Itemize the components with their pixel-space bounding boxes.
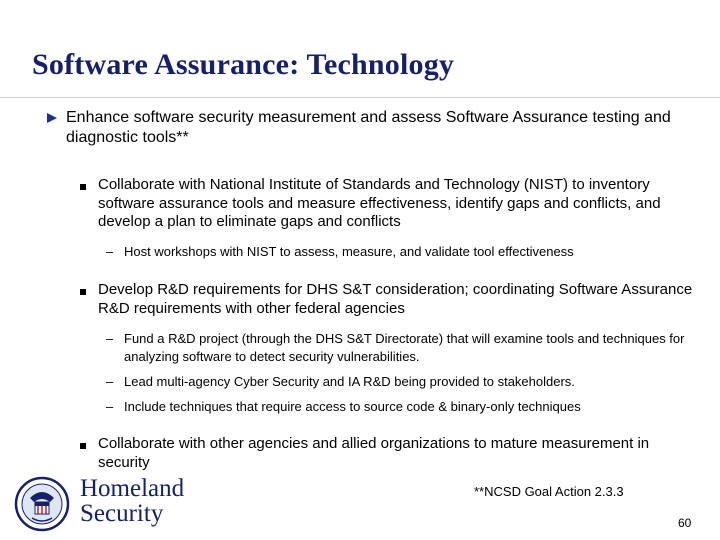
logo-line-1: Homeland: [80, 475, 185, 502]
main-bullet-text: Enhance software security measurement and assess Software Assurance testing and diagnostic tools**: [66, 109, 671, 146]
dash-bullet: –: [106, 244, 114, 259]
sub-bullet-1-text: Collaborate with National Institute of Standards and Technology (NIST) to inventory software assurance tools and measure effectiveness, identify gaps and conflicts, and develop a plan to eliminate gaps and conflicts: [98, 176, 661, 230]
sub-bullet-2-item-2: Lead multi-agency Cyber Security and IA R&D being provided to stakeholders.: [124, 374, 575, 389]
square-bullet-icon: [80, 289, 86, 295]
footnote: **NCSD Goal Action 2.3.3: [474, 484, 624, 499]
dash-bullet: –: [106, 374, 114, 389]
square-bullet-icon: [80, 443, 86, 449]
arrow-bullet-icon: [46, 112, 58, 124]
dash-bullet: –: [106, 399, 114, 414]
page-number: 60: [678, 516, 692, 530]
sub-bullet-1-item-1: Host workshops with NIST to assess, measure, and validate tool effectiveness: [124, 244, 574, 259]
square-bullet-icon: [80, 184, 86, 190]
slide-title: Software Assurance: Technology: [32, 48, 455, 81]
homeland-security-logo: [80, 476, 184, 526]
sub-bullet-2-item-3: Include techniques that require access to source code & binary-only techniques: [124, 399, 581, 414]
dash-bullet: –: [106, 331, 114, 346]
sub-bullet-3-text: Collaborate with other agencies and allied organizations to mature measurement in security: [98, 435, 650, 471]
dhs-seal-icon: [12, 476, 72, 532]
sub-bullet-2-text: Develop R&D requirements for DHS S&T consideration; coordinating Software Assurance R&D requirements with other federal agencies: [98, 281, 693, 317]
sub-bullet-2-item-1: Fund a R&D project (through the DHS S&T Directorate) that will examine tools and techniques for analyzing software to detect security vulnerabilities.: [124, 331, 685, 364]
title-divider: [0, 97, 720, 98]
logo-line-2: Security: [80, 500, 164, 527]
